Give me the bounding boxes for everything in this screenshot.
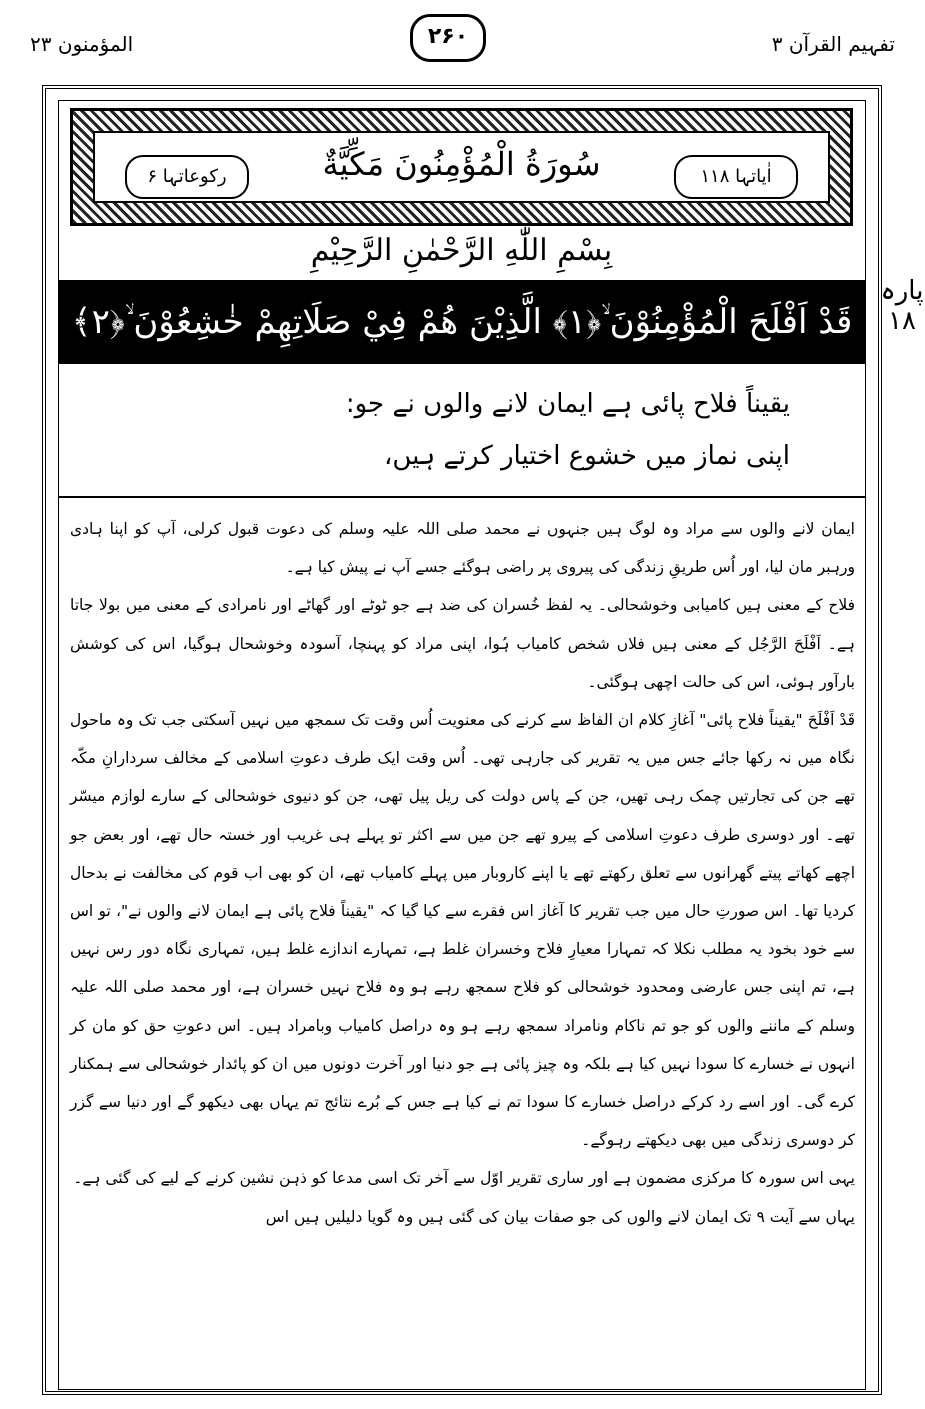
quran-verse: قَدْ اَفْلَحَ الْمُؤْمِنُوْنَ ۙ﴿۱﴾ الَّذِيْنَ هُمْ فِيْ صَلَاتِهِمْ خٰشِعُوْنَ ۙ﴿۲﴾ — [58, 280, 866, 364]
ruku-count: رکوعاتہا ۶ — [125, 155, 249, 199]
bismillah: بِسْمِ اللّٰهِ الرَّحْمٰنِ الرَّحِيْمِ — [310, 233, 613, 268]
commentary-paragraph: یہاں سے آیت ۹ تک ایمان لانے والوں کی جو صفات بیان کی گئی ہیں وہ گویا دلیلیں ہیں اس — [265, 1207, 855, 1226]
page-number: ۲۶۰ — [410, 14, 486, 62]
divider — [58, 496, 866, 498]
translation-line: یقیناً فلاح پائی ہے ایمان لانے والوں نے جو: — [345, 389, 790, 419]
translation — [90, 378, 790, 482]
surah-reference: المؤمنون ۲۳ — [30, 32, 134, 56]
commentary-paragraph: یہی اس سورہ کا مرکزی مضمون ہے اور ساری تقریر اوّل سے آخر تک اسی مدعا کو ذہن نشین کرنے کے لیے کی گئی ہے۔ — [73, 1169, 855, 1188]
commentary-paragraph: فلاح کے معنی ہیں کامیابی وخوشحالی۔ یہ لفظ خُسران کی ضد ہے جو ٹوٹے اور گھاٹے اور نامرادی کے معنی میں بولا جاتا ہے۔ اَفْلَحَ الرَّجُل کے معنی ہیں فلاں شخص کامیاب ہُوا، اپنی مراد کو پہنچا، آسودہ وخوشحال ہوگیا، اس کی کوشش بارآور ہوئی، اس کی حالت اچھی ہوگئی۔ — [70, 596, 855, 691]
translation-line: اپنی نماز میں خشوع اختیار کرتے ہیں، — [383, 441, 790, 471]
para-label: پارہ ۱۸ — [880, 276, 924, 336]
surah-banner — [70, 108, 853, 226]
commentary-paragraph: قَدْ اَفْلَحَ "یقیناً فلاح پائی" آغازِ کلام ان الفاظ سے کرنے کی معنویت اُس وقت تک سمجھ میں نہیں آسکتی جب تک وہ ماحول نگاہ میں نہ رکھا جائے جس میں یہ تقریر کی جارہی تھی۔ اُس وقت ایک طرف دعوتِ اسلامی کے مخالف سردارانِ مکّہ تھے جن کی تجارتیں چمک رہی تھیں، جن کے پاس دولت کی ریل پیل تھی، جن کو دنیوی خوشحالی کے سارے لوازم میسّر تھے۔ اور دوسری طرف دعوتِ اسلامی کے پیرو تھے جن میں سے اکثر تو پہلے ہی غریب اور خستہ حال تھے، اور بعض جو اچھے کھاتے پیتے گھرانوں سے تعلق رکھتے تھے یا اپنے کاروبار میں پہلے کامیاب تھے، ان کو بھی اب قوم کی مخالفت نے بدحال کردیا تھا۔ اس صورتِ حال میں جب تقریر کا آغاز اس فقرے سے کیا گیا کہ "یقیناً فلاح پائی ہے ایمان لانے والوں نے"، تو اس سے خود بخود یہ مطلب نکلا کہ تمہارا معیارِ فلاح وخسران غلط ہے، تمہارے اندازے غلط ہیں، تمہاری نگاہ دور رس نہیں ہے، تم اپنی جس عارضی ومحدود خوشحالی کو فلاح سمجھ رہے ہو وہ فلاح نہیں خسران ہے، اور محمد صلی اللہ علیہ وسلم کے ماننے والوں کو جو تم ناکام ونامراد سمجھ رہے ہو وہ دراصل کامیاب وبامراد ہیں۔ اس دعوتِ حق کو مان کر انہوں نے خسارے کا سودا نہیں کیا ہے بلکہ وہ چیز پائی ہے جو دنیا اور آخرت دونوں میں ان کو پائدار خوشحالی سے ہمکنار کرے گی۔ اور اسے رد کرکے دراصل خسارے کا سودا تم نے کیا ہے جس کے بُرے نتائج تم یہاں بھی دیکھو گے اور دنیا سے گزر کر دوسری زندگی میں بھی دیکھتے رہوگے۔ — [70, 711, 855, 1150]
page-header — [30, 14, 895, 64]
commentary-paragraph: ایمان لانے والوں سے مراد وہ لوگ ہیں جنہوں نے محمد صلی اللہ علیہ وسلم کی دعوت قبول کرلی، آپ کو اپنا ہادی ورہبر مان لیا، اور اُس طریقِ زندگی کی پیروی پر راضی ہوگئے جسے آپ نے پیش کیا ہے۔ — [70, 520, 855, 577]
book-title: تفہیم القرآن ۳ — [771, 32, 895, 56]
commentary — [70, 510, 855, 1236]
surah-banner-inner — [93, 131, 830, 203]
surah-title: سُورَةُ الْمُؤْمِنُونَ مَكِّيَّةٌ — [322, 145, 601, 183]
ayat-count: اٰیاتہا ۱۱۸ — [674, 155, 798, 199]
